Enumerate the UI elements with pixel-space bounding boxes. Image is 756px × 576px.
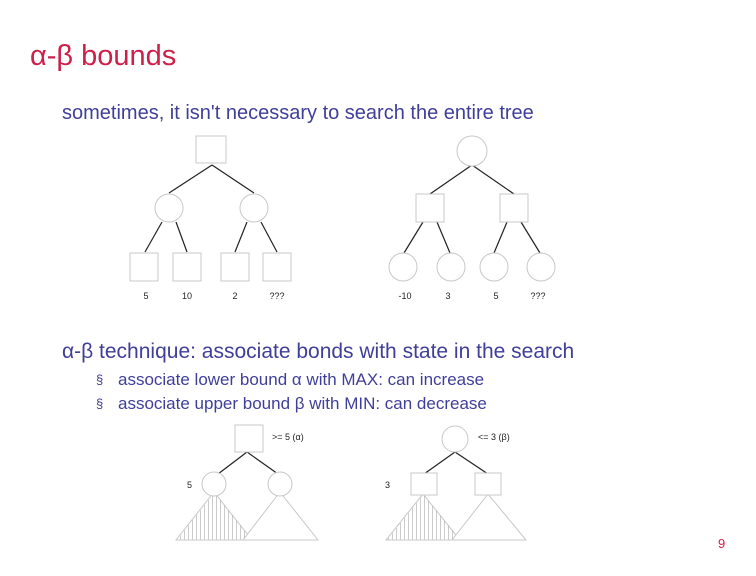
leaf-node (263, 253, 291, 281)
beta-bound-label: <= 3 (β) (478, 432, 510, 442)
tree-alpha-bound (176, 425, 318, 540)
bullet-text: associate upper bound β with MIN: can decrease (118, 394, 487, 413)
max-node-right (475, 473, 501, 495)
bullet-item-alpha (96, 370, 485, 390)
pruned-subtree-hatched (176, 492, 252, 540)
subtree-outline (243, 492, 318, 540)
leaf-node (527, 253, 555, 281)
min-node-right (240, 194, 268, 222)
tree-min-example (389, 136, 555, 301)
leaf-node (173, 253, 201, 281)
pruned-subtree-hatched (386, 494, 460, 540)
min-node-root (457, 136, 487, 166)
leaf-value: -10 (398, 291, 412, 301)
min-node-left (155, 194, 183, 222)
page-number: 9 (718, 536, 726, 551)
alpha-bound-label: >= 5 (α) (272, 432, 304, 442)
tree-max-example (130, 136, 291, 301)
slide-title: α-β bounds (30, 40, 177, 72)
subtree-outline (452, 494, 526, 540)
min-node-root (442, 426, 468, 452)
slide-subtitle: sometimes, it isn't necessary to search the entire tree (62, 102, 534, 124)
leaf-node (221, 253, 249, 281)
bullet-item-beta (96, 394, 487, 414)
leaf-node (130, 253, 158, 281)
bullet-marker: § (96, 372, 104, 387)
leaf-value: ??? (530, 291, 546, 301)
max-node-left (411, 473, 437, 495)
leaf-value: 5 (143, 291, 149, 301)
max-node-right (500, 194, 528, 222)
leaf-value: 2 (232, 291, 238, 301)
leaf-node (389, 253, 417, 281)
leaf-value: 10 (181, 291, 193, 301)
child-value: 3 (385, 480, 391, 490)
bullet-text: associate lower bound α with MAX: can increase (118, 370, 485, 389)
max-node-root (196, 136, 226, 163)
bullet-marker: § (96, 396, 104, 411)
min-node-right (268, 472, 292, 496)
leaf-value: ??? (269, 291, 285, 301)
max-node-root (235, 425, 263, 452)
child-value: 5 (187, 480, 193, 490)
tree-beta-bound (385, 426, 526, 540)
leaf-value: 5 (493, 291, 499, 301)
technique-heading: α-β technique: associate bonds with state in the search (62, 340, 575, 363)
leaf-node (437, 253, 465, 281)
min-node-left (202, 472, 226, 496)
leaf-node (480, 253, 508, 281)
leaf-value: 3 (445, 291, 451, 301)
max-node-left (416, 194, 444, 222)
